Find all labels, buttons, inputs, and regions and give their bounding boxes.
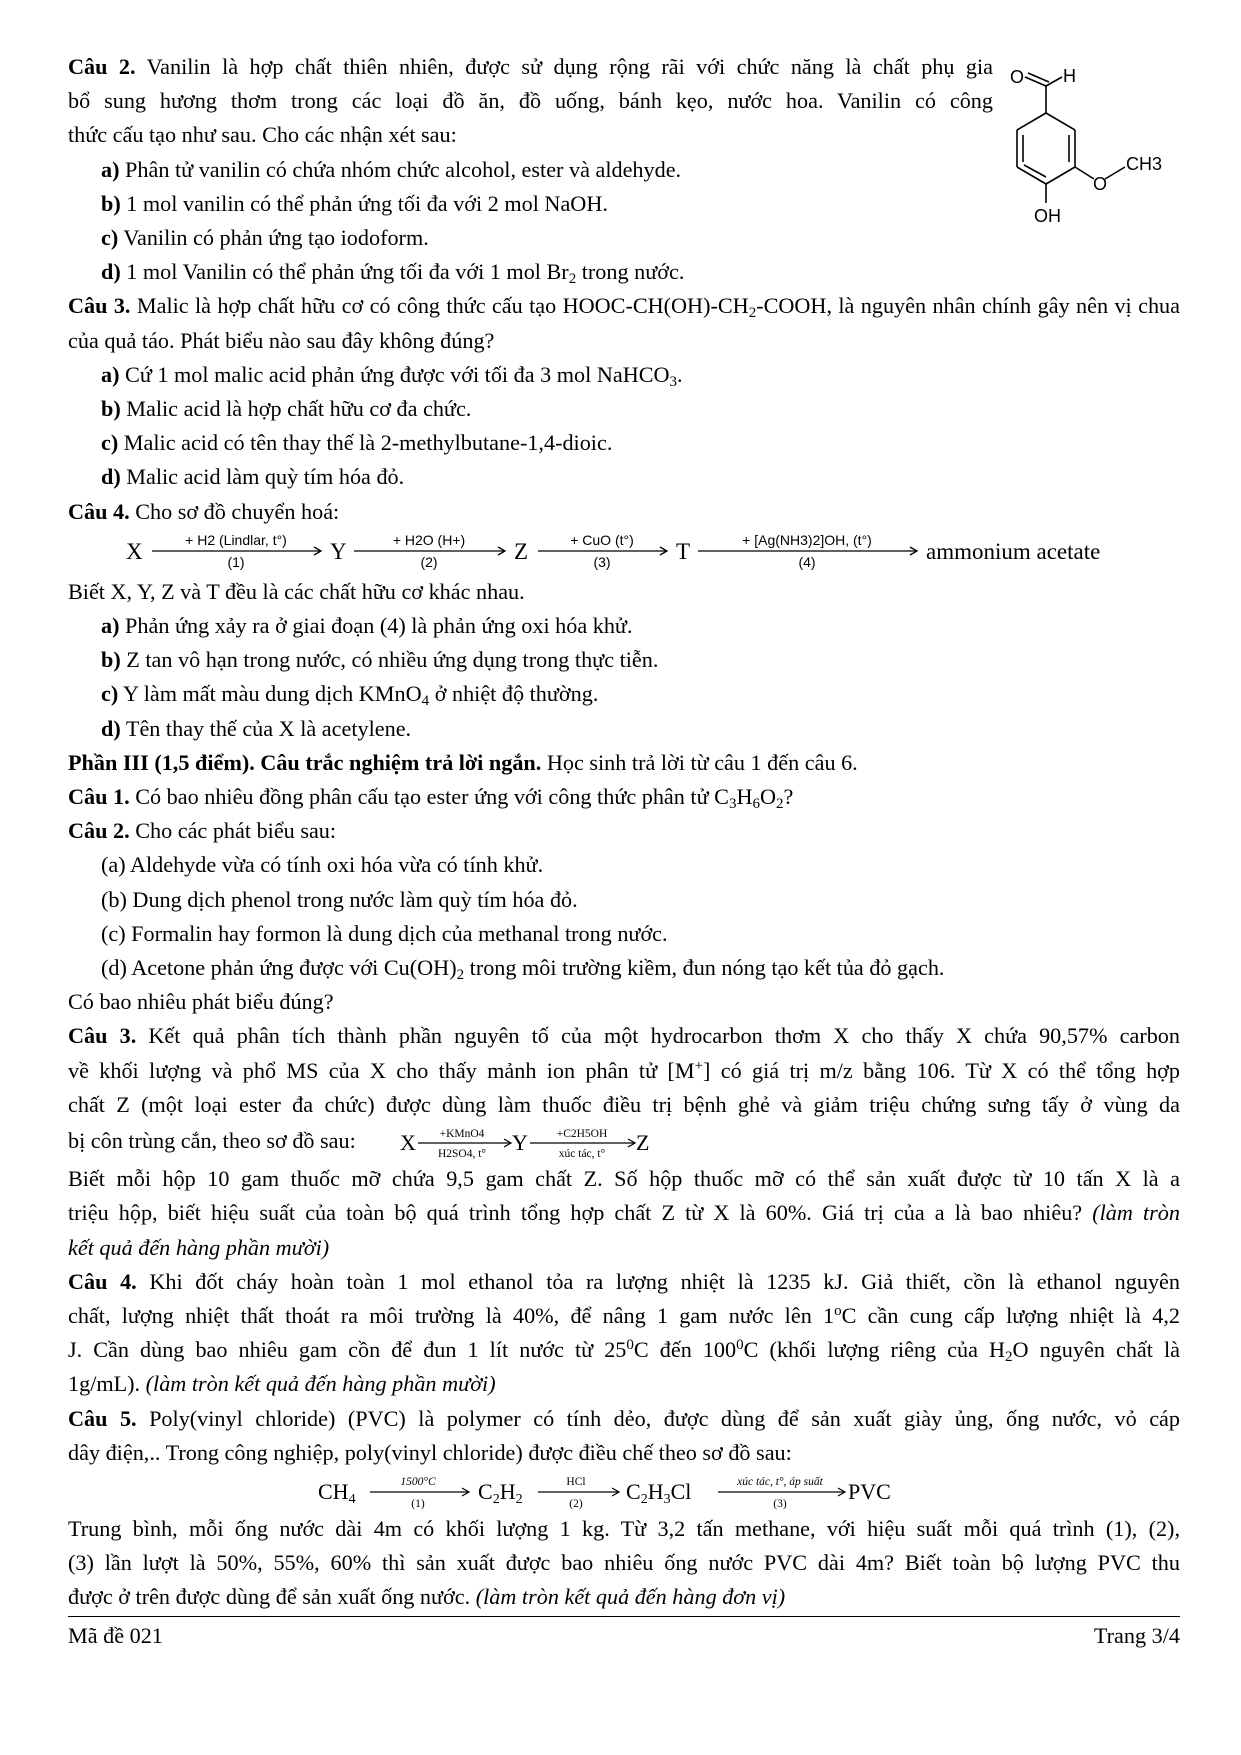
- label-a: a): [101, 156, 120, 182]
- sub: 4: [421, 693, 430, 710]
- q2-b: (b) Dung dịch phenol trong nước làm quỳ tím hóa đỏ.: [101, 886, 578, 912]
- exam-code: Mã đề 021: [68, 1623, 163, 1648]
- label-d: d): [101, 464, 121, 490]
- s4-c: [68, 677, 1180, 711]
- methoxy-oxygen-label: O: [1093, 174, 1108, 194]
- s2-a-text: Phân tử vanilin có chứa nhóm chức alcohol, ester và aldehyde.: [125, 156, 682, 182]
- q2-question: Có bao nhiêu phát biểu đúng?: [68, 989, 334, 1015]
- sub: 4: [348, 1491, 356, 1507]
- q1: [68, 780, 1180, 814]
- s2-b: [68, 187, 1180, 221]
- s3-b-text: Malic acid là hợp chất hữu cơ đa chức.: [126, 396, 472, 422]
- s4-b: [68, 643, 1180, 677]
- q4-l3a: J. Cần dùng bao nhiêu gam cồn để đun 1 lít nước từ 25: [68, 1337, 627, 1363]
- s2-c-text: Vanilin có phản ứng tạo iodoform.: [123, 225, 429, 251]
- q4-l4-text: 1g/mL).: [68, 1371, 141, 1397]
- label-a: a): [101, 361, 120, 387]
- s4-a: [68, 609, 1180, 643]
- s4-c-post: ở nhiệt độ thường.: [429, 681, 599, 707]
- q4-l1-text: Khi đốt cháy hoàn toàn 1 mol ethanol tỏa ra lượng nhiệt là 1235 kJ. Giả thiết, cồn là ethanol nguyên: [149, 1268, 1180, 1294]
- q4-l4-italic: (làm tròn kết quả đến hàng phần mười): [140, 1371, 496, 1397]
- s2-line1: [68, 50, 993, 84]
- sup: o: [834, 1302, 842, 1319]
- s3-d: [68, 460, 1180, 494]
- q1-text: Có bao nhiêu đồng phân cấu tạo ester ứng với công thức phân tử C: [135, 784, 729, 810]
- s3-d-text: Malic acid làm quỳ tím hóa đỏ.: [126, 464, 405, 490]
- q5-p3-text: được ở trên được dùng để sản xuất ống nước.: [68, 1584, 471, 1610]
- s4-scheme-svg: [68, 529, 1180, 575]
- s4-x: X: [126, 538, 143, 564]
- q3-l2: [68, 1054, 1180, 1088]
- q5-arrow1-num: (1): [411, 1497, 425, 1510]
- sub: 2: [640, 1491, 648, 1507]
- s2-line2: bổ sung hương thơm trong các loại đồ ăn, đồ uống, bánh kẹo, nước hoa. Vanilin có công: [68, 88, 993, 114]
- q4-l3d: O nguyên chất là: [1012, 1337, 1180, 1363]
- s4-intro: [68, 495, 1180, 529]
- label-d: d): [101, 259, 121, 285]
- s2-line3: thức cấu tạo như sau. Cho các nhận xét sau:: [68, 122, 457, 148]
- label-c: c): [101, 681, 119, 707]
- s2-c: [68, 221, 1180, 255]
- q5-scheme-svg: [318, 1470, 938, 1512]
- q3-p2: [68, 1196, 1180, 1230]
- s3-head: Câu 3.: [68, 293, 131, 319]
- q3-l1: [68, 1019, 1180, 1053]
- q3-z: Z: [636, 1130, 650, 1156]
- q3-l4: bị côn trùng cắn, theo sơ đồ sau:: [68, 1128, 356, 1154]
- q1-h: H: [736, 784, 753, 810]
- sub: 2: [1005, 1349, 1013, 1366]
- s4-arrow3-num: (3): [593, 553, 611, 570]
- s4-arrow2-num: (2): [420, 553, 438, 570]
- q3-head: Câu 3.: [68, 1023, 137, 1049]
- sub: 3: [728, 796, 737, 813]
- q3-y: Y: [512, 1130, 528, 1156]
- s4-z: Z: [514, 538, 529, 564]
- s3-c: [68, 426, 1180, 460]
- q5-p3-italic: (làm tròn kết quả đến hàng đơn vị): [470, 1584, 786, 1610]
- sub: 2: [515, 1491, 523, 1507]
- sup: 0: [626, 1337, 634, 1354]
- part3-instructions: Học sinh trả lời từ câu 1 đến câu 6.: [541, 749, 858, 775]
- q2-d-post: trong môi trường kiềm, đun nóng tạo kết tủa đỏ gạch.: [464, 955, 945, 981]
- s3-a-post: .: [677, 361, 683, 387]
- q2-intro: [68, 814, 1180, 848]
- label-b: b): [101, 396, 121, 422]
- label-b: b): [101, 190, 121, 216]
- page-number: Trang 3/4: [1093, 1623, 1180, 1648]
- q4-l2b: C cần cung cấp lượng nhiệt là 4,2: [841, 1302, 1180, 1328]
- q3-l2b: ] có giá trị m/z bằng 106. Từ X có thể tổng hợp: [703, 1057, 1181, 1083]
- s4-t: T: [676, 538, 691, 564]
- q4-l2: [68, 1299, 1180, 1333]
- s4-note: Biết X, Y, Z và T đều là các chất hữu cơ khác nhau.: [68, 578, 525, 604]
- s2-text1: Vanilin là hợp chất thiên nhiên, được sử dụng rộng rãi với chức năng là chất phụ gia: [146, 54, 993, 79]
- q1-post: ?: [783, 784, 794, 810]
- sub: 2: [776, 796, 784, 813]
- q2-intro-text: Cho các phát biểu sau:: [135, 818, 337, 844]
- q2-d: [68, 951, 1180, 985]
- label-a: a): [101, 613, 120, 639]
- s3-c-text: Malic acid có tên thay thế là 2-methylbutane-1,4-dioic.: [123, 430, 613, 456]
- s4-arrow4-top: + [Ag(NH3)2]OH, (t°): [742, 531, 872, 548]
- q5-c2h3cl: C2H3Cl: [626, 1478, 692, 1507]
- q5-c2h2: C2H2: [478, 1478, 523, 1507]
- q5-arrow1-top: 1500°C: [400, 1475, 436, 1488]
- q5-arrow3-num: (3): [773, 1497, 787, 1510]
- q3-scheme-svg: [398, 1122, 718, 1162]
- s4-d: [68, 712, 1180, 746]
- q3-l1-text: Kết quả phân tích thành phần nguyên tố của một hydrocarbon thơm X cho thấy X chứa 90,57% carbon: [148, 1023, 1180, 1049]
- s4-a-text: Phản ứng xảy ra ở giai đoạn (4) là phản ứng oxi hóa khử.: [125, 613, 633, 639]
- s4-end: ammonium acetate: [926, 538, 1101, 564]
- q3-arrow2-top: +C2H5OH: [556, 1128, 608, 1141]
- q5-pvc: PVC: [848, 1478, 891, 1504]
- q4-l3c: C (khối lượng riêng của H: [743, 1337, 1006, 1363]
- sub: 3: [663, 1491, 671, 1507]
- methyl-label: CH3: [1126, 154, 1163, 174]
- q2-d-text: (d) Acetone phản ứng được với Cu(OH): [101, 955, 457, 981]
- s4-arrow3-top: + CuO (t°): [570, 531, 634, 548]
- sub: 2: [568, 271, 577, 288]
- q5-h: H: [499, 1478, 516, 1504]
- q2-a: (a) Aldehyde vừa có tính oxi hóa vừa có tính khử.: [101, 852, 544, 878]
- q5-head: Câu 5.: [68, 1405, 137, 1431]
- s4-head: Câu 4.: [68, 498, 130, 524]
- q4-l3b: C đến 100: [633, 1337, 737, 1363]
- label-c: c): [101, 225, 119, 251]
- label-b: b): [101, 647, 121, 673]
- q4-l3: [68, 1333, 1180, 1367]
- s4-b-text: Z tan vô hạn trong nước, có nhiều ứng dụng trong thực tiễn.: [126, 647, 659, 673]
- s4-intro-text: Cho sơ đồ chuyển hoá:: [135, 498, 340, 524]
- q3-x: X: [400, 1130, 416, 1156]
- q4-l2a: chất, lượng nhiệt thất thoát ra môi trường là 40%, để nâng 1 gam nước lên 1: [68, 1302, 835, 1328]
- q2-head: Câu 2.: [68, 818, 130, 844]
- q3-l3: chất Z (một loại ester đa chức) được dùng làm thuốc điều trị bệnh ghẻ và giảm triệu chứng sưng tấy ở vùng da: [68, 1091, 1180, 1117]
- s4-y: Y: [330, 538, 347, 564]
- q3-p3: kết quả đến hàng phần mười): [68, 1234, 330, 1260]
- oxygen-label: O: [1010, 67, 1025, 87]
- q2-c: (c) Formalin hay formon là dung dịch của methanal trong nước.: [101, 920, 668, 946]
- part3-heading: [68, 746, 1180, 780]
- q5-p1: Trung bình, mỗi ống nước dài 4m có khối lượng 1 kg. Từ 3,2 tấn methane, với hiệu suất mỗi quá trình (1), (2),: [68, 1515, 1180, 1541]
- sup: +: [694, 1057, 704, 1074]
- s3-intro-post: -COOH, là nguyên nhân chính gây nên vị chua của quả táo. Phát biểu nào sau đây không đúng?: [68, 293, 1180, 353]
- hydroxyl-label: OH: [1034, 206, 1061, 226]
- q1-head: Câu 1.: [68, 784, 130, 810]
- sub: 2: [748, 305, 757, 322]
- q5-l1-text: Poly(vinyl chloride) (PVC) là polymer có tính dẻo, được dùng để sản xuất giày ủng, ống nước, vỏ cáp: [149, 1405, 1180, 1431]
- q1-o: O: [759, 784, 777, 810]
- sup: 0: [736, 1337, 744, 1354]
- q5-arrow2-num: (2): [569, 1497, 583, 1510]
- s2-b-text: 1 mol vanilin có thể phản ứng tối đa với 2 mol NaOH.: [126, 190, 608, 216]
- q3-arrow2-bottom: xúc tác, t°: [558, 1148, 606, 1161]
- q3-scheme-line: [68, 1122, 1180, 1162]
- s3-intro: [68, 289, 1180, 357]
- sub: 2: [492, 1491, 500, 1507]
- s3-a: [68, 358, 1180, 392]
- s4-arrow4-num: (4): [798, 553, 816, 570]
- q5-p3: [68, 1580, 1180, 1614]
- s4-scheme: [68, 529, 1180, 575]
- exam-page: [68, 50, 1180, 1615]
- q3-p1: Biết mỗi hộp 10 gam thuốc mỡ chứa 9,5 gam chất Z. Số hộp thuốc mỡ có thể sản xuất được từ 10 tấn X là a: [68, 1166, 1180, 1192]
- s2-d-text: 1 mol Vanilin có thể phản ứng tối đa với 1 mol Br: [126, 259, 569, 285]
- s4-arrow1-top: + H2 (Lindlar, t°): [185, 531, 287, 548]
- s4-d-text: Tên thay thế của X là acetylene.: [125, 715, 412, 741]
- q5-arrow3-top: xúc tác, t°, áp suất: [737, 1475, 823, 1488]
- q4-l4: [68, 1367, 1180, 1401]
- q5-cl: Cl: [670, 1478, 692, 1504]
- q3-l2a: về khối lượng và phổ MS của X cho thấy mảnh ion phân tử [M: [68, 1057, 695, 1083]
- s2-d: [68, 255, 1180, 289]
- label-c: c): [101, 430, 119, 456]
- s3-a-text: Cứ 1 mol malic acid phản ứng được với tối đa 3 mol NaHCO: [125, 361, 670, 387]
- s2-a: [68, 153, 1180, 187]
- q5-ch4: CH4: [318, 1478, 356, 1507]
- q5-arrow2-top: HCl: [566, 1475, 586, 1488]
- s4-arrow2-top: + H2O (H+): [392, 531, 466, 548]
- page-footer: [68, 1616, 1180, 1653]
- q3-p2-text: triệu hộp, biết hiệu suất của toàn bộ quá trình tổng hợp chất Z từ X là 60%. Giá trị của a là bao nhiêu?: [68, 1200, 1083, 1226]
- label-d: d): [101, 715, 121, 741]
- part3-title: Phần III (1,5 điểm). Câu trắc nghiệm trả lời ngắn.: [68, 749, 542, 775]
- q3-arrow1-bottom: H2SO4, t°: [437, 1148, 487, 1161]
- s3-b: [68, 392, 1180, 426]
- q5-scheme: [68, 1470, 1180, 1512]
- q5-h: H: [647, 1478, 664, 1504]
- q3-p2-italic: (làm tròn: [1082, 1200, 1180, 1226]
- q4-head: Câu 4.: [68, 1268, 137, 1294]
- s2-head: Câu 2.: [68, 54, 136, 79]
- sub: 3: [669, 373, 678, 390]
- s4-arrow1-num: (1): [227, 553, 245, 570]
- q3-arrow1-top: +KMnO4: [439, 1128, 485, 1141]
- s3-intro-pre: Malic là hợp chất hữu cơ có công thức cấu tạo HOOC-CH(OH)-CH: [136, 293, 749, 319]
- s4-c-text: Y làm mất màu dung dịch KMnO: [122, 681, 422, 707]
- hydrogen-label: H: [1063, 66, 1076, 86]
- sub: 2: [456, 967, 465, 984]
- q5-p2: (3) lần lượt là 50%, 55%, 60% thì sản xuất được bao nhiêu ống nước PVC dài 4m? Biết toàn bộ lượng PVC thu: [68, 1550, 1180, 1576]
- s2-d-post: trong nước.: [576, 259, 685, 285]
- q5-l1: [68, 1402, 1180, 1436]
- sub: 6: [752, 796, 760, 813]
- q5-l2: dây điện,.. Trong công nghiệp, poly(vinyl chloride) được điều chế theo sơ đồ sau:: [68, 1439, 792, 1465]
- q4-l1: [68, 1265, 1180, 1299]
